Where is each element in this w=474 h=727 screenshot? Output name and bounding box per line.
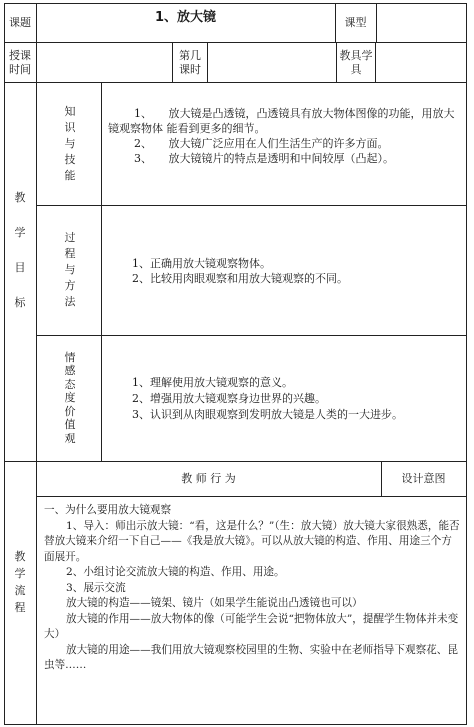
table-border <box>4 82 467 83</box>
teach-time-label: 授课时间 <box>9 48 31 76</box>
list-item: 2、 放大镜广泛应用在人们生活生产的许多方面。 <box>134 137 389 150</box>
table-border <box>4 3 5 725</box>
list-item: 2、小组讨论交流放大镜的构造、作用、用途。 <box>66 566 285 578</box>
column-header-teacher-behavior: 教 师 行 为 <box>181 471 236 485</box>
goal-knowledge-items <box>108 106 458 166</box>
course-label: 课题 <box>9 15 31 29</box>
list-item: 2、比较用肉眼观察和用放大镜观察的不同。 <box>132 272 348 285</box>
list-item: 3、认识到从肉眼观察到发明放大镜是人类的一大进步。 <box>132 408 403 421</box>
teaching-flow-text <box>44 503 462 674</box>
table-border <box>36 496 467 497</box>
goal-label-knowledge: 知识与技能 <box>64 105 76 182</box>
table-border <box>207 42 208 83</box>
table-border <box>4 42 467 43</box>
table-border <box>36 3 37 725</box>
table-border <box>4 724 467 725</box>
goals-section-label: 教 学 目 标 <box>14 191 26 309</box>
list-item: 1、 放大镜是凸透镜，凸透镜具有放大物体图像的功能，用放大镜观察物体 能看到更多的细节。 <box>108 107 455 135</box>
goal-label-process: 过程与方法 <box>64 231 76 308</box>
lesson-type-label: 课型 <box>344 15 367 29</box>
list-item: 2、增强用放大镜观察身边世界的兴趣。 <box>132 392 326 405</box>
goal-label-attitude: 情感态度价值观 <box>64 350 76 445</box>
course-title: 1、放大镜 <box>154 10 217 25</box>
list-item: 放大镜的作用——放大物体的像（可能学生会说“把物体放大”，提醒学生物体并未变大） <box>44 612 459 640</box>
list-item: 3、 放大镜镜片的特点是透明和中间较厚（凸起）。 <box>134 152 394 165</box>
lesson-type-value <box>376 3 466 42</box>
list-item: 放大镜的构造——镜架、镜片（如果学生能说出凸透镜也可以） <box>66 597 363 609</box>
list-item: 1、导入：师出示放大镜：“看，这是什么？”（生：放大镜）放大镜大家很熟悉，能否替放大镜来介绍一下自己——《我是放大镜》。可以从放大镜的构造、作用、用途三个方面展开。 <box>44 519 460 563</box>
goal-attitude-items <box>132 375 462 423</box>
table-border <box>466 3 467 725</box>
list-item: 1、正确用放大镜观察物体。 <box>132 257 271 270</box>
process-section-label: 教 学 流 程 <box>14 550 26 614</box>
table-border <box>375 42 376 83</box>
list-item: 1、理解使用放大镜观察的意义。 <box>132 376 293 389</box>
table-border <box>172 42 173 83</box>
list-item: 一、为什么要用放大镜观察 <box>44 504 172 516</box>
column-header-design-intent: 设计意图 <box>401 471 446 485</box>
table-border <box>336 42 337 83</box>
period-label: 第几课时 <box>179 48 201 76</box>
table-border <box>101 82 102 462</box>
goal-process-items <box>132 256 452 286</box>
list-item: 放大镜的用途——我们用放大镜观察校园里的生物、实验中在老师指导下观察花、昆虫等…… <box>44 643 458 671</box>
list-item: 3、展示交流 <box>66 581 126 594</box>
tools-label: 教具学具 <box>339 48 373 76</box>
